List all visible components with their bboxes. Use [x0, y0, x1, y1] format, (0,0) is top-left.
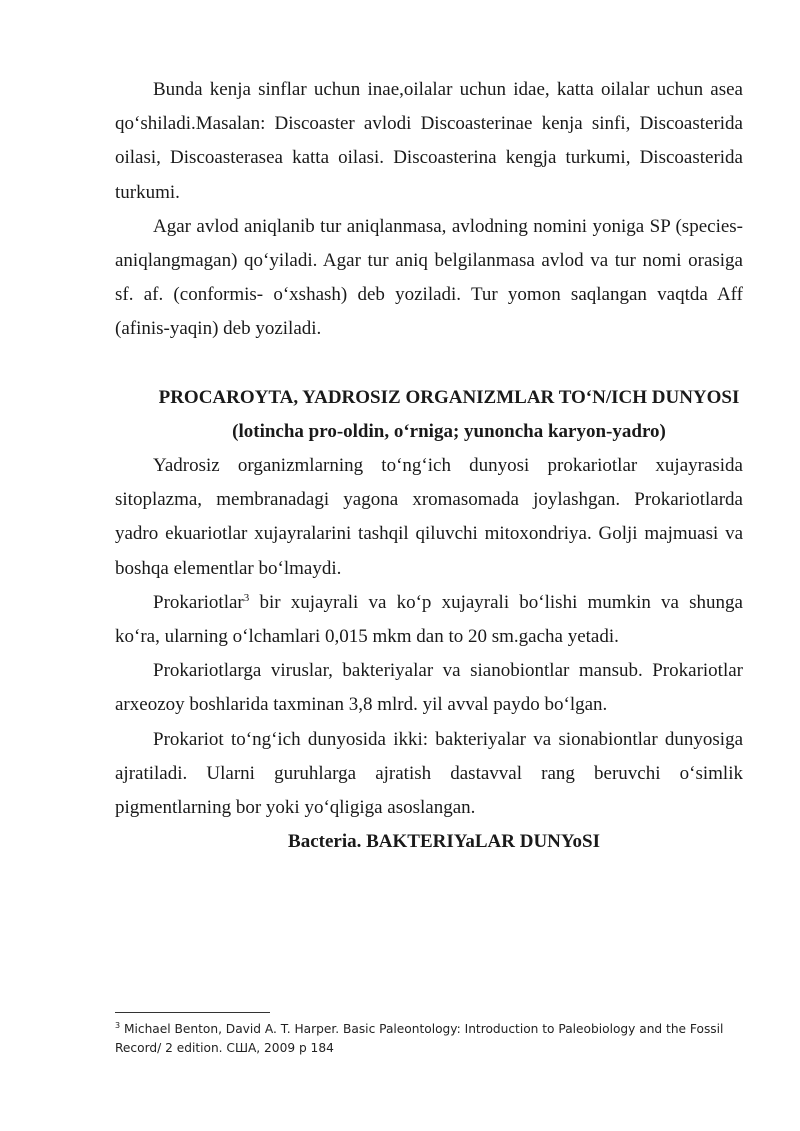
bacteria-section-title: Bacteria. BAKTERIYaLAR DUNYoSI — [288, 831, 600, 853]
section-subtitle: (lotincha pro-oldin, o‘rniga; yunoncha karyon-yadro) — [232, 420, 666, 442]
footnote-marker: 3 — [115, 1021, 121, 1030]
footnote-divider — [115, 1012, 270, 1013]
page-body — [115, 73, 743, 859]
prokaryote-size-text: bir xujayrali va ko‘p xujayrali bo‘lishi mumkin va shunga ko‘ra, ularning o‘lchamlari 0,015 mkm dan to 20 sm.gacha yetadi. — [115, 591, 743, 648]
spacer — [115, 347, 743, 381]
footnote — [115, 1020, 745, 1058]
paragraph-prokaryote-cell: Yadrosiz organizmlarning to‘ng‘ich dunyosi prokariotlar xujayrasida sitoplazma, membranadagi yagona xromasomada joylashgan. Prokariotlarda yadro ekuariotlar xujayralarini tashqil qiluvchi mitoxondriya. Golji majmuasi va boshqa elementlar bo‘lmaydi. — [115, 455, 743, 579]
prokaryote-term: Prokariotlar — [153, 591, 244, 613]
paragraph-naming-suffixes: Bunda kenja sinflar uchun inae,oilalar uchun idae, katta oilalar uchun asea qo‘shiladi.Masalan: Discoaster avlodi Discoasterinae kenja sinfi, Discoasterida oilasi, Discoasterasea katta oilasi. Discoasterina kengja turkumi, Discoasterida turkumi. — [115, 79, 743, 203]
footnote-reference[interactable]: 3 — [243, 591, 250, 604]
paragraph-species-notation: Agar avlod aniqlanib tur aniqlanmasa, avlodning nomini yoniga SP (species-aniqlangmagan) qo‘yiladi. Agar tur aniq belgilanmasa avlod va tur nomi orasiga sf. af. (conformis- o‘xshash) deb yoziladi. Tur yomon saqlangan vaqtda Aff (afinis-yaqin) deb yoziladi. — [115, 215, 743, 340]
footnote-text: Michael Benton, David A. T. Harper. Basic Paleontology: Introduction to Paleobiology and the Fossil Record/ 2 edition. США, 2009 p 184 — [115, 1022, 724, 1055]
section-title: PROCAROYTA, YADROSIZ ORGANIZMLAR TO‘N/ICH DUNYOSI — [158, 386, 740, 408]
paragraph-prokaryote-kingdoms: Prokariot to‘ng‘ich dunyosida ikki: bakteriyalar va sionabiontlar dunyosiga ajratiladi. Ularni guruhlarga ajratish dastavval rang beruvchi o‘simlik pigmentlarning bor yoki yo‘qligiga asoslangan. — [115, 728, 743, 819]
paragraph-prokaryote-size — [115, 586, 743, 654]
paragraph-prokaryote-groups: Prokariotlarga viruslar, bakteriyalar va sianobiontlar mansub. Prokariotlar arxeozoy boshlarida taxminan 3,8 mlrd. yil avval paydo bo‘lgan. — [115, 660, 743, 716]
